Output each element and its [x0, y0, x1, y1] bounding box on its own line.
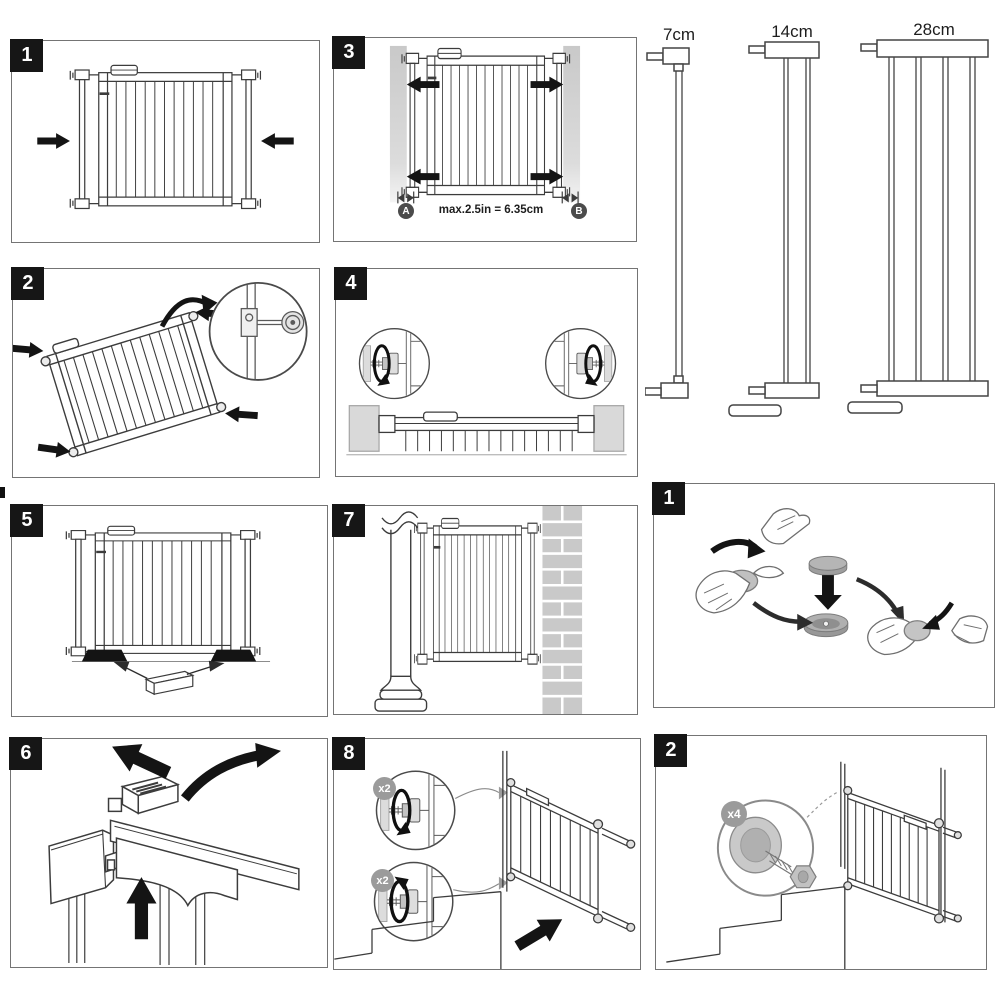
panel-step-8 [333, 738, 641, 970]
quantity-badge: x4 [721, 801, 747, 827]
stairs [666, 887, 844, 969]
wedge-part [146, 671, 193, 694]
hands-pressing [868, 616, 988, 654]
illustration-gate-spindle-detail [13, 269, 319, 477]
quantity-badge-top: x2 [373, 777, 396, 800]
gate-at-stair-top [841, 762, 961, 923]
illustration-floor-wedges [12, 506, 327, 716]
wall-right [563, 46, 580, 202]
step-number-badge: 8 [332, 737, 365, 770]
panel-wall-cup-step-2 [655, 735, 987, 970]
extension-7cm [645, 48, 689, 398]
swing-open-arrow [185, 755, 261, 799]
point-b-badge: B [571, 203, 587, 219]
illustration-gate-post-brick-wall [334, 506, 637, 714]
step-number-badge: 4 [334, 267, 367, 300]
extension-14cm-label: 14cm [771, 22, 813, 41]
panel-step-2 [12, 268, 320, 478]
panel-step-5 [11, 505, 328, 717]
install-direction-arrow [511, 908, 569, 957]
brick-wall [542, 506, 582, 714]
latch-catch-post [49, 830, 117, 903]
panel-step-7 [333, 505, 638, 715]
quantity-badge-bottom: x2 [371, 869, 394, 892]
panel-step-4 [335, 268, 638, 477]
extension-28cm-label: 28cm [913, 20, 955, 39]
illustration-extensions [645, 15, 995, 420]
illustration-gate-pressure-fit [12, 41, 319, 242]
spindle-magnifier-circle [210, 283, 307, 380]
step-number-badge: 2 [654, 734, 687, 767]
print-artifact [0, 487, 5, 498]
swing-open-arrowhead [255, 743, 281, 768]
newel-post [375, 512, 427, 711]
extension-parts-area [645, 15, 995, 420]
step-number-badge: 6 [9, 737, 42, 770]
extension-14cm [729, 42, 819, 416]
illustration-open-gate-handle [11, 739, 327, 967]
extension-7cm-label: 7cm [662, 25, 696, 44]
gate-on-stairs [503, 751, 635, 931]
lift-up-arrow [126, 877, 156, 939]
illustration-adhesive-wall-cup [654, 484, 994, 707]
rotate-spindle-right [546, 329, 616, 399]
illustration-adjust-spindles [336, 269, 637, 476]
hands-peeling [696, 509, 810, 613]
point-a-badge: A [398, 203, 414, 219]
sequence-arrow-1 [754, 603, 802, 622]
step-number-badge: 7 [332, 504, 365, 537]
step-number-badge: 5 [10, 504, 43, 537]
adhesive-pad-and-cup [804, 556, 848, 636]
floor-wedge-right [211, 650, 257, 662]
illustration-tighten-spindles-stairs [334, 739, 640, 969]
panel-step-1 [11, 40, 320, 243]
step-number-badge: 2 [11, 267, 44, 300]
illustration-wall-cup-screw-stairs [656, 736, 986, 969]
max-gap-dimension: max.2.5in = 6.35cm [438, 204, 544, 216]
tilted-gate [37, 302, 226, 458]
gate-top-elevation [346, 406, 626, 455]
step-number-badge: 1 [652, 482, 685, 515]
pointer-dashed-line [807, 792, 839, 818]
peel-arrowhead [748, 539, 766, 559]
step-number-badge: 3 [332, 36, 365, 69]
rotate-spindle-left [359, 329, 429, 399]
panel-wall-cup-step-1 [653, 483, 995, 708]
step-number-badge: 1 [10, 39, 43, 72]
floor-wedge-left [82, 650, 128, 662]
wall-left [390, 46, 407, 202]
panel-step-3 [333, 37, 637, 242]
extension-28cm [848, 40, 988, 413]
panel-step-6 [10, 738, 328, 968]
pointer-curves [453, 789, 499, 893]
